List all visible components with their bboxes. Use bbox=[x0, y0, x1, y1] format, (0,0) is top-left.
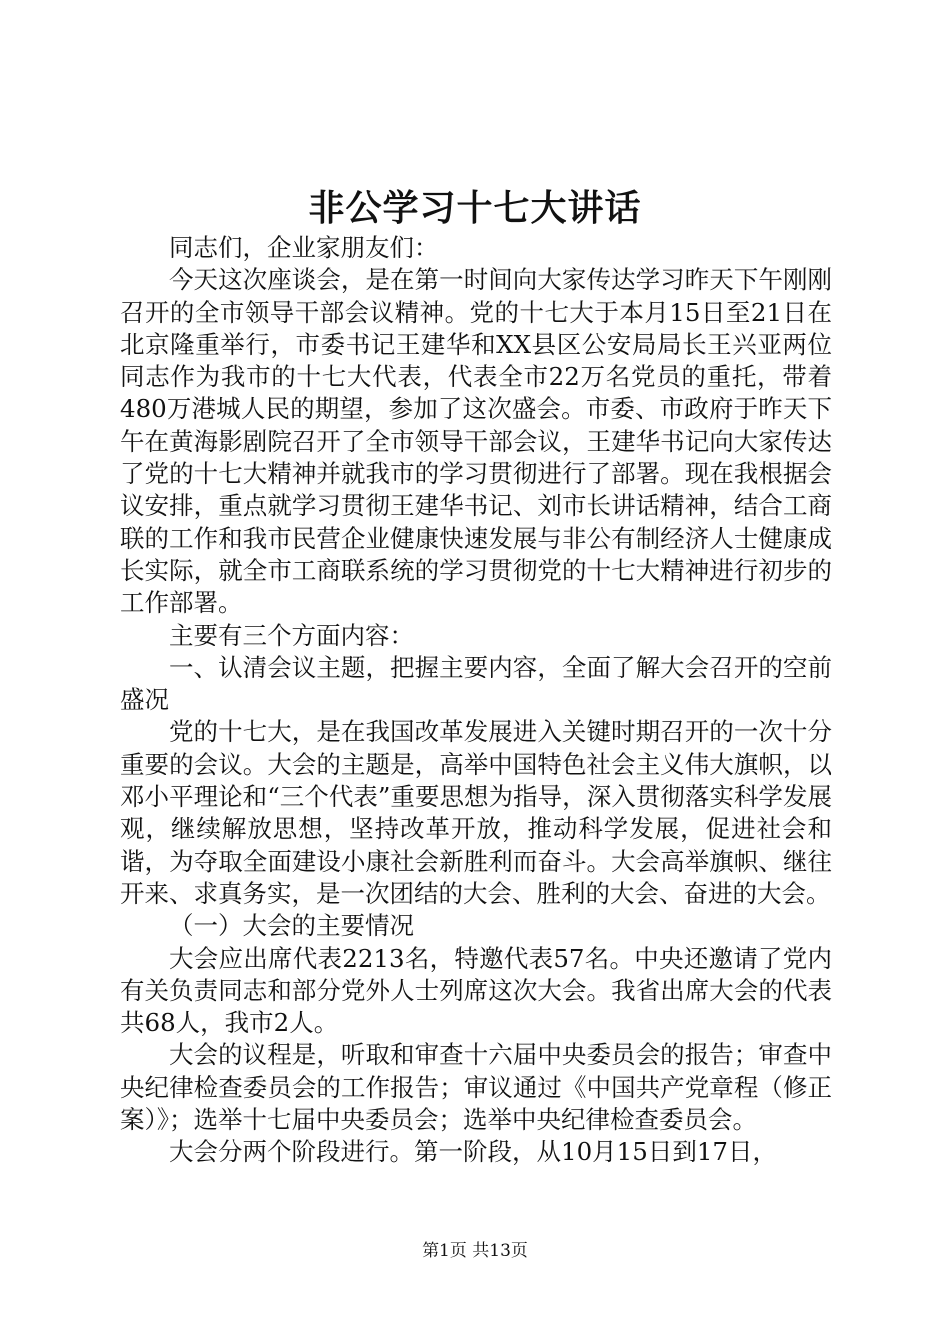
paragraph-stages: 大会分两个阶段进行。第一阶段，从10月15日到17日， bbox=[169, 1137, 778, 1167]
paragraph-outline: 主要有三个方面内容： bbox=[169, 620, 414, 650]
document-body bbox=[120, 232, 832, 1169]
paragraph-agenda: 大会的议程是，听取和审查十六届中央委员会的报告；审查中央纪律检查委员会的工作报告；审议通过《中国共产党章程（修正案）》；选举十七届中央委员会；选举中央纪律检查委员会。 bbox=[120, 1040, 832, 1135]
salutation: 同志们，企业家朋友们： bbox=[169, 233, 439, 262]
paragraph-theme: 党的十七大，是在我国改革发展进入关键时期召开的一次十分重要的会议。大会的主题是，高举中国特色社会主义伟大旗帜，以邓小平理论和“三个代表”重要思想为指导，深入贯彻落实科学发展观，继续解放思想，坚持改革开放，推动科学发展，促进社会和谐，为夺取全面建设小康社会新胜利而奋斗。大会高举旗帜、继往开来、求真务实，是一次团结的大会、胜利的大会、奋进的大会。 bbox=[120, 717, 832, 908]
paragraph-intro: 今天这次座谈会，是在第一时间向大家传达学习昨天下午刚刚召开的全市领导干部会议精神。党的十七大于本月15日至21日在北京隆重举行，市委书记王建华和XX县区公安局局长王兴亚两位同志作为我市的十七大代表，代表全市22万名党员的重托，带着480万港城人民的期望，参加了这次盛会。市委、市政府于昨天下午在黄海影剧院召开了全市领导干部会议，王建华书记向大家传达了党的十七大精神并就我市的学习贯彻进行了部署。现在我根据会议安排，重点就学习贯彻王建华书记、刘市长讲话精神，结合工商联的工作和我市民营企业健康快速发展与非公有制经济人士健康成长实际，就全市工商联系统的学习贯彻党的十七大精神进行初步的工作部署。 bbox=[120, 265, 832, 618]
section-heading-one: 一、认清会议主题，把握主要内容，全面了解大会召开的空前盛况 bbox=[120, 652, 832, 715]
subsection-heading: （一）大会的主要情况 bbox=[169, 911, 414, 941]
document-title: 非公学习十七大讲话 bbox=[308, 187, 642, 229]
page-footer: 第1页 共13页 bbox=[422, 1241, 528, 1261]
paragraph-delegates: 大会应出席代表2213名，特邀代表57名。中央还邀请了党内有关负责同志和部分党外人士列席这次大会。我省出席大会的代表共68人，我市2人。 bbox=[120, 943, 832, 1038]
